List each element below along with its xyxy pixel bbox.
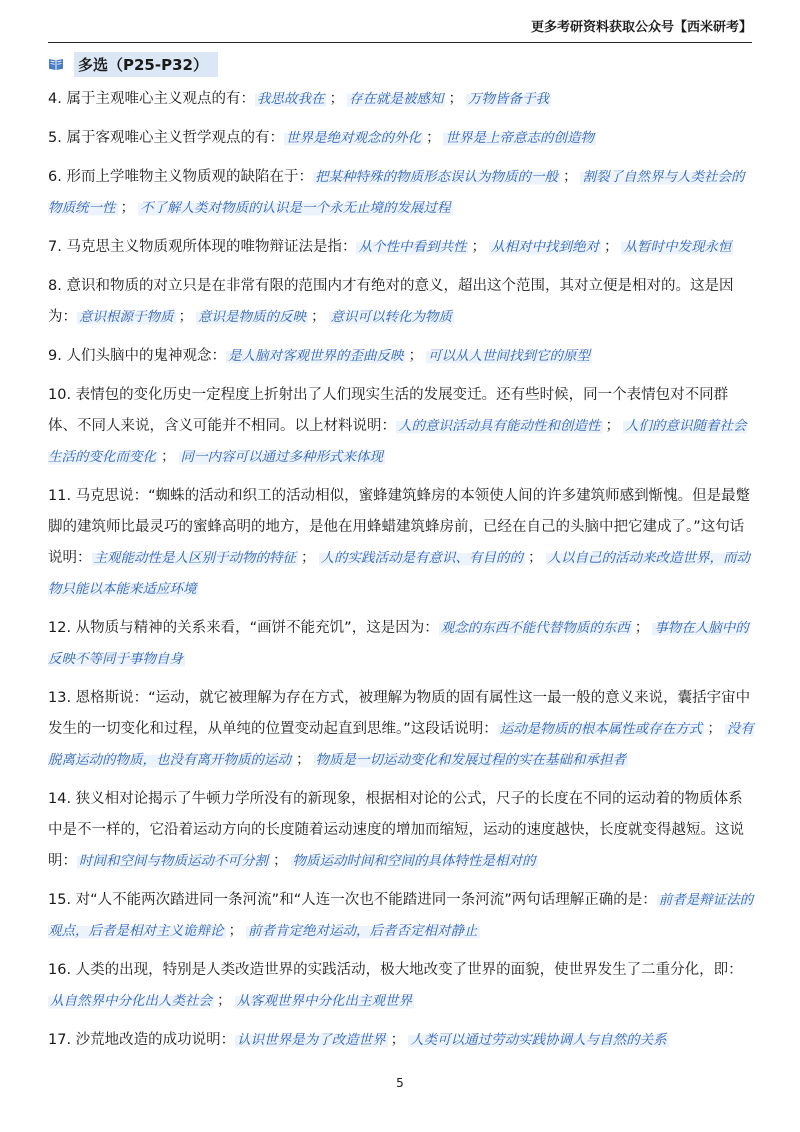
answer-separator: ； [390, 1032, 406, 1048]
question-item [48, 955, 754, 1017]
answer-text: 意识根源于物质 [79, 309, 174, 325]
answer-text: 万物皆备于我 [467, 91, 549, 107]
answer-text: 前者肯定绝对运动，后者否定相对静止 [248, 923, 478, 939]
answer-text: 从客观世界中分化出主观世界 [236, 993, 412, 1009]
answer-text: 同一内容可以通过多种形式来体现 [180, 449, 383, 465]
answer-separator: ； [605, 418, 620, 434]
question-item [48, 232, 754, 263]
question-item [48, 271, 754, 333]
question-text: 9. 人们头脑中的鬼神观念： [48, 348, 226, 364]
answer-separator: ； [296, 752, 311, 768]
answer-text: 人类可以通过劳动实践协调人与自然的关系 [410, 1032, 667, 1048]
question-text: 13. 恩格斯说：“运动，就它被理解为存在方式，被理解为物质的固有属性这一最一般的意义来说，囊括宇宙中发生的一切变化和过程，从单纯的位置变动起直到思维。”这段话说明： [48, 690, 751, 737]
question-item [48, 123, 754, 154]
question-text: 15. 对“人不能两次踏进同一条河流”和“人连一次也不能踏进同一条河流”两句话理解正确的是： [48, 892, 657, 908]
question-text: 16. 人类的出现，特别是人类改造世界的实践活动，极大地改变了世界的面貌，使世界发生了二重分化，即： [48, 962, 743, 978]
answer-separator: ； [562, 169, 578, 185]
page-header [48, 14, 752, 43]
answer-separator: ； [329, 91, 344, 107]
answer-text: 割裂了自然界与人类社会的物质统一性 [48, 169, 745, 216]
answer-separator: ； [301, 550, 316, 566]
answer-text: 认识世界是为了改造世界 [237, 1032, 386, 1048]
answer-separator: ； [471, 239, 486, 255]
answer-separator: ； [217, 993, 232, 1009]
section-heading [48, 52, 218, 76]
answer-text: 不了解人类对物质的认识是一个永无止境的发展过程 [140, 200, 451, 216]
answer-text: 物质运动时间和空间的具体特性是相对的 [292, 853, 536, 869]
question-text: 7. 马克思主义物质观所体现的唯物辩证法是指： [48, 239, 357, 255]
answer-text: 人以自己的活动来改造世界，而动物只能以本能来适应环境 [48, 550, 750, 597]
answer-text: 世界是上帝意志的创造物 [445, 130, 594, 146]
question-text: 14. 狭义相对论揭示了牛顿力学所没有的新现象，根据相对论的公式，尺子的长度在不同的运动着的物质体系中是不一样的，它沿着运动方向的长度随着运动速度的增加而缩短，运动的速度越快，长度就变得越短。这说明： [48, 791, 744, 869]
answer-text: 观念的东西不能代替物质的东西 [440, 620, 630, 636]
answer-text: 可以从人世间找到它的原型 [427, 348, 590, 364]
answer-text: 物质是一切运动变化和发展过程的实在基础和承担者 [315, 752, 626, 768]
question-text: 6. 形而上学唯物主义物质观的缺陷在于： [48, 169, 313, 185]
question-text: 12. 从物质与精神的关系来看，“画饼不能充饥”，这是因为： [48, 620, 439, 636]
answer-separator: ； [161, 449, 176, 465]
question-item [48, 341, 754, 372]
answer-text: 运动是物质的根本属性或存在方式 [499, 721, 703, 737]
header-text: 更多考研资料获取公众号【西米研考】 [530, 20, 752, 35]
section-title: 多选（P25-P32） [74, 52, 218, 77]
answer-separator: ； [425, 130, 441, 146]
answer-text: 是人脑对客观世界的歪曲反映 [227, 348, 404, 364]
question-text: 11. 马克思说：“蜘蛛的活动和织工的活动相似，蜜蜂建筑蜂房的本领使人间的许多建筑师感到惭愧。但是最蹩脚的建筑师比最灵巧的蜜蜂高明的地方，是他在用蜂蜡建筑蜂房前，已经在自己的头脑中把它建成了。”这句话说明： [48, 488, 751, 566]
answer-separator: ； [228, 923, 243, 939]
question-text: 8. 意识和物质的对立只是在非常有限的范围内才有绝对的意义，超出这个范围，其对立便是相对的。这是因为： [48, 278, 734, 325]
answer-text: 世界是绝对观念的外化 [285, 130, 421, 146]
answer-text: 时间和空间与物质运动不可分割 [79, 853, 268, 869]
answer-text: 从个性中看到共性 [358, 239, 467, 255]
answer-text: 把某种特殊的物质形态误认为物质的一般 [314, 169, 558, 185]
answer-separator: ； [311, 309, 326, 325]
answer-separator: ； [603, 239, 619, 255]
question-item [48, 162, 754, 224]
question-item [48, 1025, 754, 1056]
answer-text: 事物在人脑中的反映不等同于事物自身 [48, 620, 749, 667]
answer-text: 意识可以转化为物质 [330, 309, 452, 325]
answer-text: 我思故我在 [256, 91, 325, 107]
answer-text: 人的意识活动具有能动性和创造性 [398, 418, 601, 434]
answer-text: 没有脱离运动的物质，也没有离开物质的运动 [48, 721, 754, 768]
answer-text: 主观能动性是人区别于动物的特征 [93, 550, 296, 566]
question-item [48, 380, 754, 473]
answer-text: 从自然界中分化出人类社会 [50, 993, 212, 1009]
answer-separator: ； [528, 550, 543, 566]
question-item [48, 885, 754, 947]
answer-text: 存在就是被感知 [348, 91, 444, 107]
answer-text: 意识是物质的反映 [198, 309, 306, 325]
answer-separator: ； [634, 620, 650, 636]
answer-text: 从相对中找到绝对 [490, 239, 599, 255]
answer-text: 人们的意识随着社会生活的变化而变化 [48, 418, 747, 465]
answer-text: 人的实践活动是有意识、有目的的 [320, 550, 523, 566]
answer-separator: ； [273, 853, 288, 869]
page-number: 5 [396, 1076, 404, 1090]
question-text: 4. 属于主观唯心主义观点的有： [48, 91, 255, 107]
question-item [48, 683, 754, 776]
answer-separator: ； [120, 200, 135, 216]
question-item [48, 84, 754, 115]
answer-text: 前者是辩证法的观点，后者是相对主义诡辩论 [48, 892, 754, 939]
answer-separator: ； [178, 309, 193, 325]
answer-separator: ； [707, 721, 722, 737]
question-list [48, 84, 754, 1064]
answer-separator: ； [408, 348, 423, 364]
question-item [48, 613, 754, 675]
question-item [48, 784, 754, 877]
question-item [48, 481, 754, 605]
question-text: 5. 属于客观唯心主义哲学观点的有： [48, 130, 284, 146]
answer-separator: ； [448, 91, 463, 107]
question-text: 17. 沙荒地改造的成功说明： [48, 1032, 236, 1048]
book-icon [48, 56, 64, 72]
answer-text: 从暂时中发现永恒 [623, 239, 732, 255]
question-text: 10. 表情包的变化历史一定程度上折射出了人们现实生活的发展变迁。还有些时候，同一个表情包对不同群体、不同人来说，含义可能并不相同。以上材料说明： [48, 387, 729, 434]
